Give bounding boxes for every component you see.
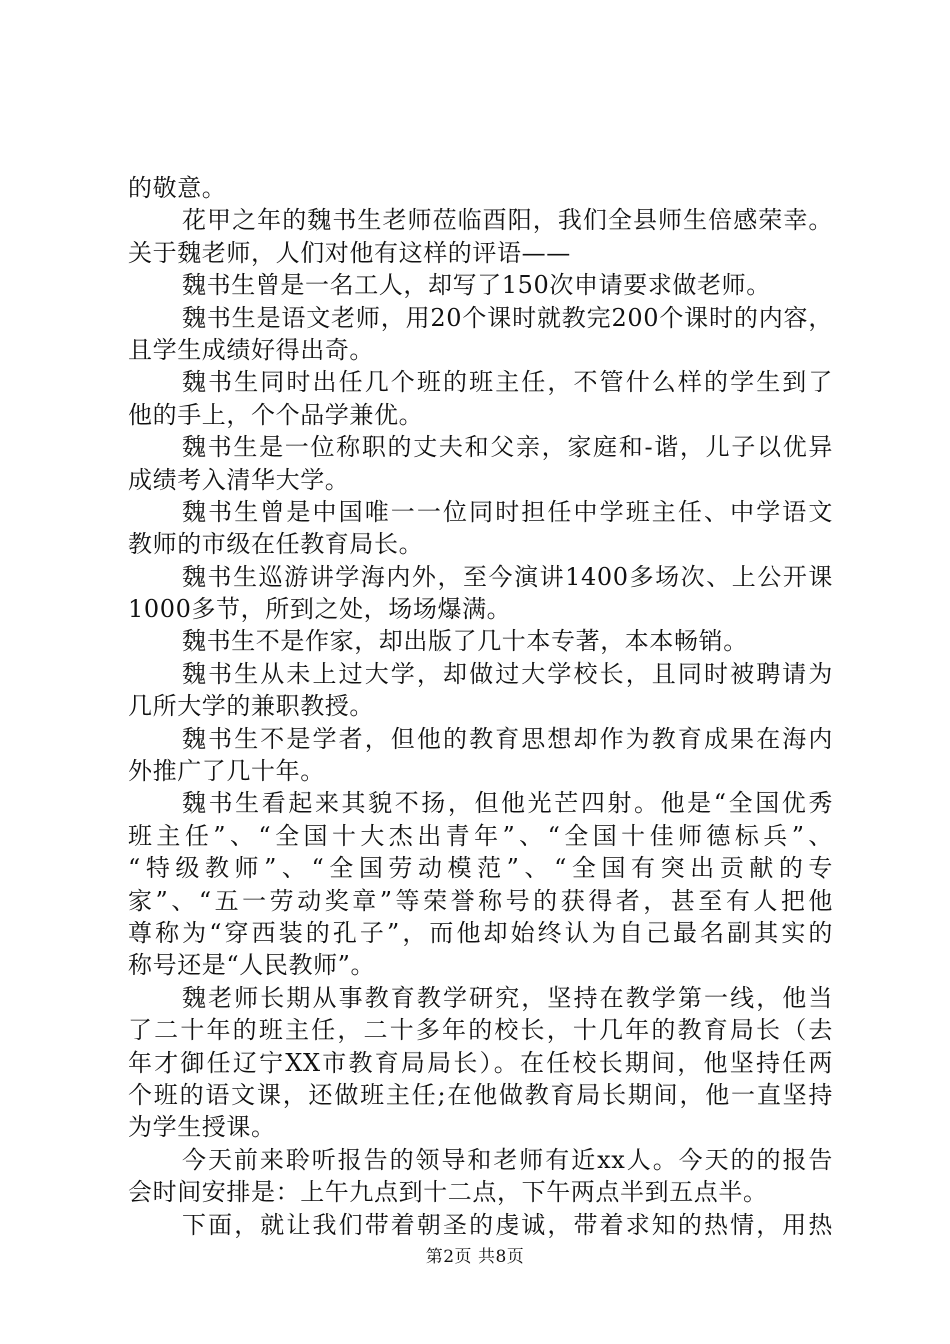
- text-line: 魏书生从未上过大学，却做过大学校长，且同时被聘请为: [182, 659, 833, 688]
- text-line: 且学生成绩好得出奇。: [128, 335, 374, 364]
- text-line: 他的手上，个个品学兼优。: [128, 400, 424, 429]
- text-line: 下面，就让我们带着朝圣的虔诚，带着求知的热情，用热: [182, 1210, 833, 1239]
- text-line: 外推广了几十年。: [128, 757, 325, 786]
- text-line: 魏老师长期从事教育教学研究，坚持在教学第一线，他当: [182, 983, 833, 1012]
- text-line: 了二十年的班主任，二十多年的校长，十几年的教育局长（去: [128, 1016, 833, 1045]
- text-line: 个班的语文课，还做班主任;在他做教育局长期间，他一直坚持: [128, 1080, 833, 1109]
- text-line: 班主任”、“全国十大杰出青年”、“全国十佳师德标兵”、: [128, 821, 833, 850]
- text-line: 几所大学的兼职教授。: [128, 692, 374, 721]
- text-line: 魏书生是一位称职的丈夫和父亲，家庭和-谐，儿子以优异: [182, 433, 833, 462]
- text-line: 成绩考入清华大学。: [128, 465, 350, 494]
- text-line: 1000多节，所到之处，场场爆满。: [128, 595, 512, 624]
- text-line: 魏书生是语文老师，用20个课时就教完200个课时的内容，: [182, 303, 833, 332]
- text-line: 今天前来聆听报告的领导和老师有近xx人。今天的的报告: [182, 1145, 833, 1174]
- text-line: “特级教师”、“全国劳动模范”、“全国有突出贡献的专: [128, 854, 833, 883]
- text-line: 魏书生不是作家，却出版了几十本专著，本本畅销。: [182, 627, 748, 656]
- text-line: 尊称为“穿西装的孔子”，而他却始终认为自己最名副其实的: [128, 918, 833, 947]
- text-line: 会时间安排是：上午九点到十二点，下午两点半到五点半。: [128, 1178, 768, 1207]
- page-number-footer: 第2页 共8页: [425, 1247, 525, 1267]
- text-line: 魏书生不是学者，但他的教育思想却作为教育成果在海内: [182, 724, 833, 753]
- text-line: 魏书生曾是一名工人，却写了150次申请要求做老师。: [182, 271, 771, 300]
- text-line: 为学生授课。: [128, 1113, 276, 1142]
- text-line: 年才御任辽宁XX市教育局局长）。在任校长期间，他坚持任两: [128, 1048, 833, 1077]
- text-line: 花甲之年的魏书生老师莅临酉阳，我们全县师生倍感荣幸。: [182, 206, 833, 235]
- text-line: 魏书生看起来其貌不扬，但他光芒四射。他是“全国优秀: [182, 789, 833, 818]
- text-line: 魏书生曾是中国唯一一位同时担任中学班主任、中学语文: [182, 497, 833, 526]
- text-line: 家”、“五一劳动奖章”等荣誉称号的获得者，甚至有人把他: [128, 886, 833, 915]
- text-line: 魏书生同时出任几个班的班主任，不管什么样的学生到了: [182, 368, 833, 397]
- document-body: [128, 172, 833, 1241]
- text-line: 关于魏老师，人们对他有这样的评语——: [128, 238, 571, 267]
- text-line: 称号还是“人民教师”。: [128, 951, 376, 980]
- text-line: 魏书生巡游讲学海内外，至今演讲1400多场次、上公开课: [182, 562, 833, 591]
- text-line: 教师的市级在任教育局长。: [128, 530, 424, 559]
- text-line: 的敬意。: [128, 174, 227, 202]
